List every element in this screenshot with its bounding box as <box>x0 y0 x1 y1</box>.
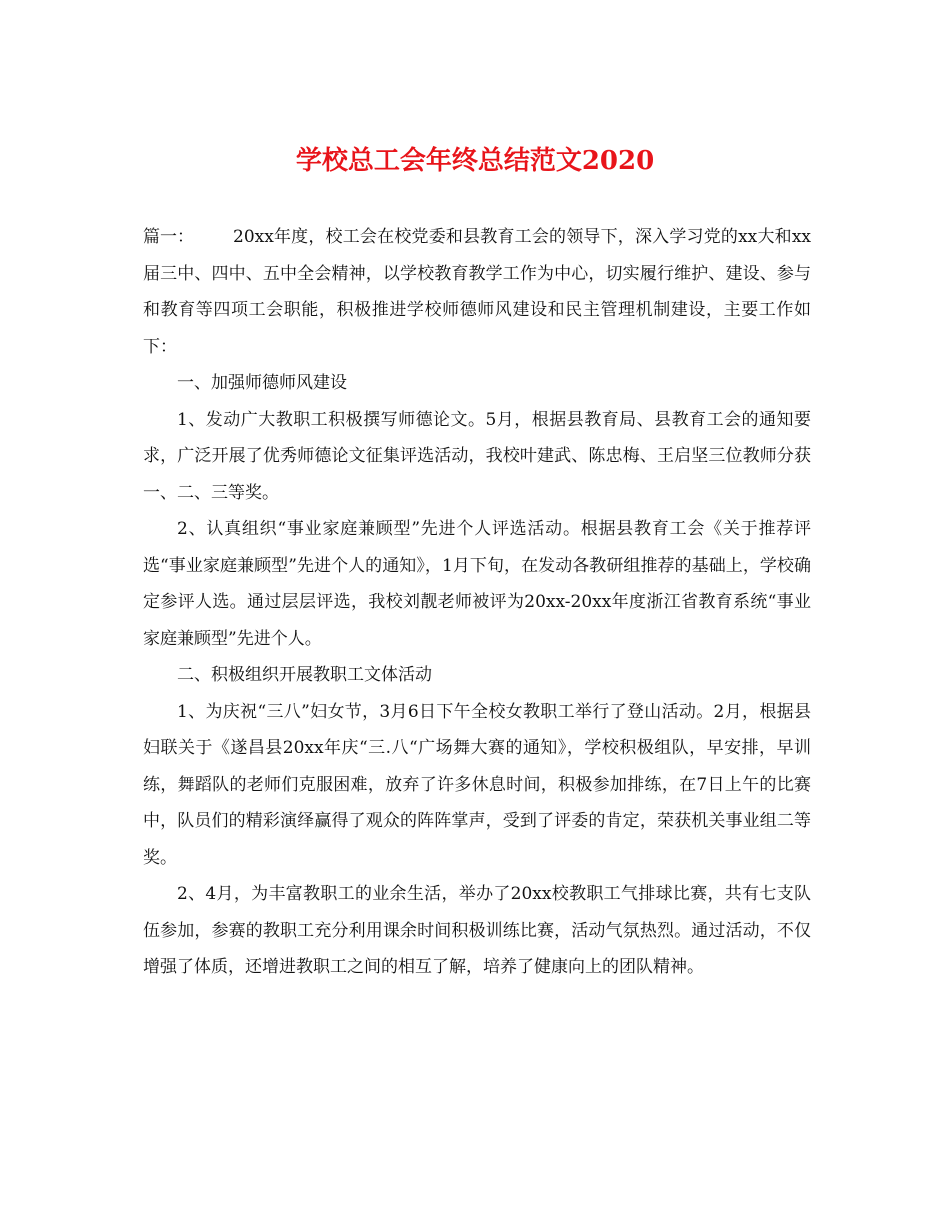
paragraph: 1、发动广大教职工积极撰写师德论文。5月，根据县教育局、县教育工会的通知要求，广泛开展了优秀师德论文征集评选活动，我校叶建武、陈忠梅、王启坚三位教师分获一、二、三等奖。 <box>143 409 811 503</box>
paragraph: 2、认真组织“事业家庭兼顾型”先进个人评选活动。根据县教育工会《关于推荐评选“事业家庭兼顾型”先进个人的通知》，1月下旬，在发动各教研组推荐的基础上，学校确定参评人选。通过层层评选，我校刘靓老师被评为20xx-20xx年度浙江省教育系统“事业家庭兼顾型”先进个人。 <box>143 519 811 649</box>
section-heading: 二、积极组织开展教职工文体活动 <box>177 665 432 685</box>
document-title: 学校总工会年终总结范文2020 <box>295 146 655 176</box>
paragraph: 1、为庆祝“三八”妇女节，3月6日下午全校女教职工举行了登山活动。2月，根据县妇联关于《遂昌县20xx年庆“三.八“广场舞大赛的通知》，学校积极组队，早安排，早训练，舞蹈队的老师们克服困难，放弃了许多休息时间，积极参加排练，在7日上午的比赛中，队员们的精彩演绎赢得了观众的阵阵掌声，受到了评委的肯定，荣获机关事业组二等奖。 <box>143 701 811 868</box>
section-heading: 一、加强师德师风建设 <box>177 373 347 393</box>
paragraph-text: 20xx年度，校工会在校党委和县教育工会的领导下，深入学习党的xx大和xx届三中、四中、五中全会精神，以学校教育教学工作为中心，切实履行维护、建设、参与和教育等四项工会职能，积极推进学校师德师风建设和民主管理机制建设，主要工作如下： <box>143 227 811 357</box>
lead-label: 篇一： <box>143 227 194 247</box>
paragraph-intro <box>143 219 811 365</box>
paragraph: 2、4月，为丰富教职工的业余生活，举办了20xx校教职工气排球比赛，共有七支队伍参加，参赛的教职工充分利用课余时间积极训练比赛，活动气氛热烈。通过活动，不仅增强了体质，还增进教职工之间的相互了解，培养了健康向上的团队精神。 <box>143 884 811 977</box>
document-body <box>143 219 811 986</box>
